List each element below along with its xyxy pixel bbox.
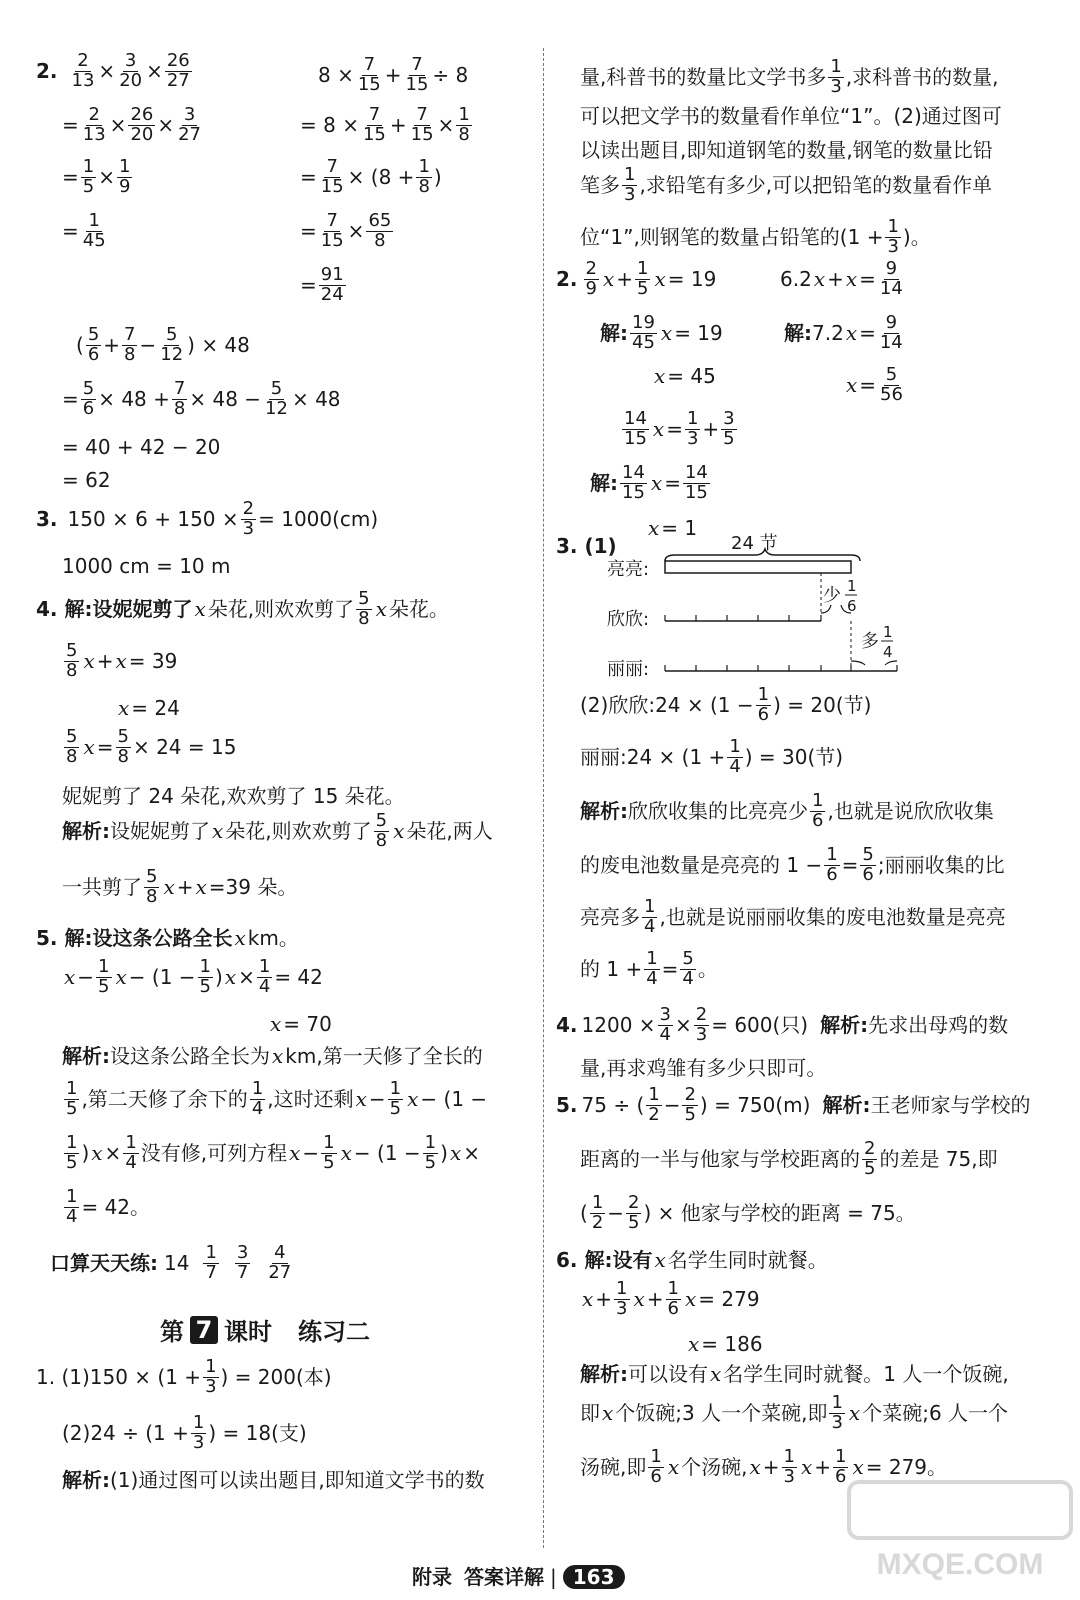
r-q2c-2: 解: 14 15 x = 14 15 bbox=[590, 462, 708, 503]
column-divider bbox=[543, 48, 544, 1548]
r-jx3-4: 的 1 + $\frac{1}{4}$ = 5 4 。 bbox=[580, 948, 718, 989]
r-q6-3: x = 186 bbox=[688, 1332, 763, 1356]
r-q5-2: 距离的一半与他家与学校距离的 2 5 的差是 75,即 bbox=[580, 1138, 998, 1179]
r-jx3-1: 解析: 欣欣收集的比亮亮少 1 6 ,也就是说欣欣收集 bbox=[580, 790, 994, 831]
r-q5-3: ( 1 2 − 2 5 ) × 他家与学校的距离 = 75。 bbox=[580, 1192, 916, 1233]
seg-24-label: 24 节 bbox=[731, 533, 778, 554]
r-q4-2: 量,再求鸡雏有多少只即可。 bbox=[580, 1056, 827, 1080]
q2-line4: = 1 45 bbox=[62, 210, 106, 251]
r-line1: 量,科普书的数量比文学书多 1 3 ,求科普书的数量, bbox=[580, 56, 999, 97]
r-q6-1: 6. 解:设有 x 名学生同时就餐。 bbox=[556, 1248, 828, 1272]
q4-line4: 5 8 x = 5 8 × 24 = 15 bbox=[66, 726, 237, 767]
label-shao: 少 bbox=[823, 585, 841, 606]
q2b-line3: = 7 15 × (8 + 1 8 ) bbox=[300, 156, 442, 197]
r-q6-jx2: 即 x 个饭碗;3 人一个菜碗,即 1 3 x 个菜碗;6 人一个 bbox=[580, 1392, 1009, 1433]
r-line2: 可以把文学书的数量看作单位“1”。(2)通过图可 bbox=[580, 104, 1002, 128]
r-line3: 以读出题目,即知道钢笔的数量,钢笔的数量比铅 bbox=[580, 138, 993, 162]
q2b-line5: = 91 24 bbox=[300, 264, 344, 305]
l7-q1-2: (2)24 ÷ (1 + $\frac{1}{3}$ ) = 18(支) bbox=[62, 1412, 307, 1453]
q2b-line2: = 8 × 7 15 + 7 15 × 1 8 bbox=[300, 104, 470, 145]
q2c-line3: = 40 + 42 − 20 bbox=[62, 435, 221, 459]
q3-line2: 1000 cm = 10 m bbox=[62, 554, 231, 578]
q2c-line1: ( 5 6 + 7 8 − 5 12 ) × 48 bbox=[76, 324, 250, 365]
lesson-title: 第 7 课时 练习二 bbox=[160, 1315, 370, 1346]
q3-line1: 3. 150 × 6 + 150 × $\frac{2}{3}$ = 1000(cm) bbox=[36, 498, 379, 539]
bar-liangliang bbox=[665, 561, 851, 573]
q5-analysis-1: 解析: 设这条公路全长为 x km,第一天修了全长的 bbox=[62, 1044, 483, 1068]
q5-line1: 5. 解:设这条公路全长 x km。 bbox=[36, 926, 299, 950]
r-jx3-2: 的废电池数量是亮亮的 1 − $\frac{1}{6}$ = 5 6 ;丽丽收集的比 bbox=[580, 844, 1005, 885]
r-jx3-3: 亮亮多 1 4 ,也就是说丽丽收集的废电池数量是亮亮 bbox=[580, 896, 1006, 937]
r-q6-2: x + 1 3 x + 1 6 x = 279 bbox=[582, 1278, 760, 1319]
r-q6-jx3: 汤碗,即 1 6 x 个汤碗, x + 1 3 x + 1 6 x = 279。 bbox=[580, 1446, 948, 1487]
q4-line3: x = 24 bbox=[118, 696, 180, 720]
frac-duo-n: 1 bbox=[883, 623, 893, 641]
r-q2c-3: x = 1 bbox=[648, 516, 698, 540]
q2-line3: = 1 5 × 1 9 bbox=[62, 156, 131, 197]
r-line4: 笔多 1 3 ,求铅笔有多少,可以把铅笔的数量看作单 bbox=[580, 164, 993, 205]
r-q3-label: 3. (1) bbox=[556, 534, 617, 558]
l7-analysis: 解析: (1)通过图可以读出题目,即知道文学书的数 bbox=[62, 1468, 485, 1492]
q5-line3: x = 70 bbox=[270, 1012, 332, 1036]
r-q4-1: 4. 1200 × 3 4 × $\frac{2}{3}$ = 600(只) 解析: 先求出母鸡的数 bbox=[556, 1004, 1009, 1045]
r-q2-1: 2. 2 9 x + 1 5 x = 19 bbox=[556, 258, 717, 299]
page-number: 163 bbox=[563, 1565, 625, 1589]
watermark-text: MXQE.COM bbox=[876, 1548, 1044, 1581]
footer-content: 附录 答案详解 | 163 bbox=[412, 1565, 625, 1589]
q2-line2: = 2 13 × 26 20 × 3 27 bbox=[62, 104, 202, 145]
kousuan-line: 口算天天练: 14 1 7 3 7 4 27 bbox=[50, 1242, 292, 1283]
r-q3-2: (2)欣欣:24 × (1 − $\frac{1}{6}$ ) = 20(节) bbox=[580, 684, 872, 725]
r-q2c-1: 14 15 x = 1 3 + 3 5 bbox=[624, 408, 735, 449]
q2c-line2: = 5 6 × 48 + 7 8 × 48 − 5 12 × 48 bbox=[62, 378, 341, 419]
brace-duo bbox=[851, 661, 897, 665]
watermark-box bbox=[849, 1482, 1071, 1538]
q5-analysis-3: 1 5 ) x × 1 4 没有修,可列方程 x − 1 5 x − (1 − 1 5 ) x × bbox=[66, 1132, 480, 1173]
label-duo: 多 bbox=[861, 631, 879, 652]
label-xinxin: 欣欣: bbox=[607, 609, 650, 630]
r-q2b-3: x = 5 56 bbox=[846, 364, 903, 405]
r-q2b-1: 6.2 x + x = 9 14 bbox=[780, 258, 903, 299]
q5-analysis-4: 1 4 = 42。 bbox=[66, 1186, 151, 1227]
r-q2b-2: 解: 7.2 x = 9 14 bbox=[784, 312, 903, 353]
q5-analysis-2: 1 5 ,第二天修了余下的 1 4 ,这时还剩 x − 1 5 x − (1 − bbox=[66, 1078, 488, 1119]
frac-shao-n: 1 bbox=[847, 577, 857, 595]
label-lili: 丽丽: bbox=[607, 659, 650, 680]
q5-line2: x − 1 5 x − (1 − 1 5 ) x × 1 4 = 42 bbox=[64, 956, 323, 997]
label-liangliang: 亮亮: bbox=[607, 559, 650, 580]
ticks-xinxin bbox=[665, 615, 821, 621]
q4-answer: 妮妮剪了 24 朵花,欢欢剪了 15 朵花。 bbox=[62, 784, 405, 808]
r-q3-3: 丽丽:24 × (1 + $\frac{1}{4}$ ) = 30(节) bbox=[580, 736, 844, 777]
page-footer bbox=[0, 1565, 1080, 1599]
l7-q1-1: 1. (1)150 × (1 + $\frac{1}{3}$ ) = 200(本) bbox=[36, 1356, 332, 1397]
q2b-line4: = 7 15 × 65 8 bbox=[300, 210, 392, 251]
ticks-lili bbox=[665, 665, 897, 671]
frac-shao-d: 6 bbox=[847, 597, 857, 615]
r-line5: 位“1”,则钢笔的数量占铅笔的(1 + $\frac{1}{3}$ )。 bbox=[580, 216, 931, 257]
q4-analysis-2: 一共剪了 5 8 x + x =39 朵。 bbox=[62, 866, 298, 907]
q2-line1: 2. 2 13 × 3 20 × 26 27 bbox=[36, 50, 190, 91]
r-q2-3: x = 45 bbox=[654, 364, 716, 388]
frac-duo-d: 4 bbox=[883, 643, 893, 661]
r-q6-jx1: 解析: 可以设有 x 名学生同时就餐。1 人一个饭碗, bbox=[580, 1362, 1009, 1386]
q2c-line4: = 62 bbox=[62, 468, 111, 492]
q2b-line1: 8 × 7 15 + 7 15 ÷ 8 bbox=[318, 54, 469, 95]
q4-line2: 5 8 x + x = 39 bbox=[66, 640, 178, 681]
q4-analysis-1: 解析: 设妮妮剪了 x 朵花,则欢欢剪了 5 8 x 朵花,两人 bbox=[62, 810, 493, 851]
r-q2-2: 解: 19 45 x = 19 bbox=[600, 312, 723, 353]
q4-line1: 4. 解:设妮妮剪了 x 朵花,则欢欢剪了 5 8 x 朵花。 bbox=[36, 588, 449, 629]
r-q5-1: 5. 75 ÷ ( 1 2 − 2 5 ) = 750(m) 解析: 王老师家与学校的 bbox=[556, 1084, 1031, 1125]
battery-diagram bbox=[555, 525, 915, 685]
